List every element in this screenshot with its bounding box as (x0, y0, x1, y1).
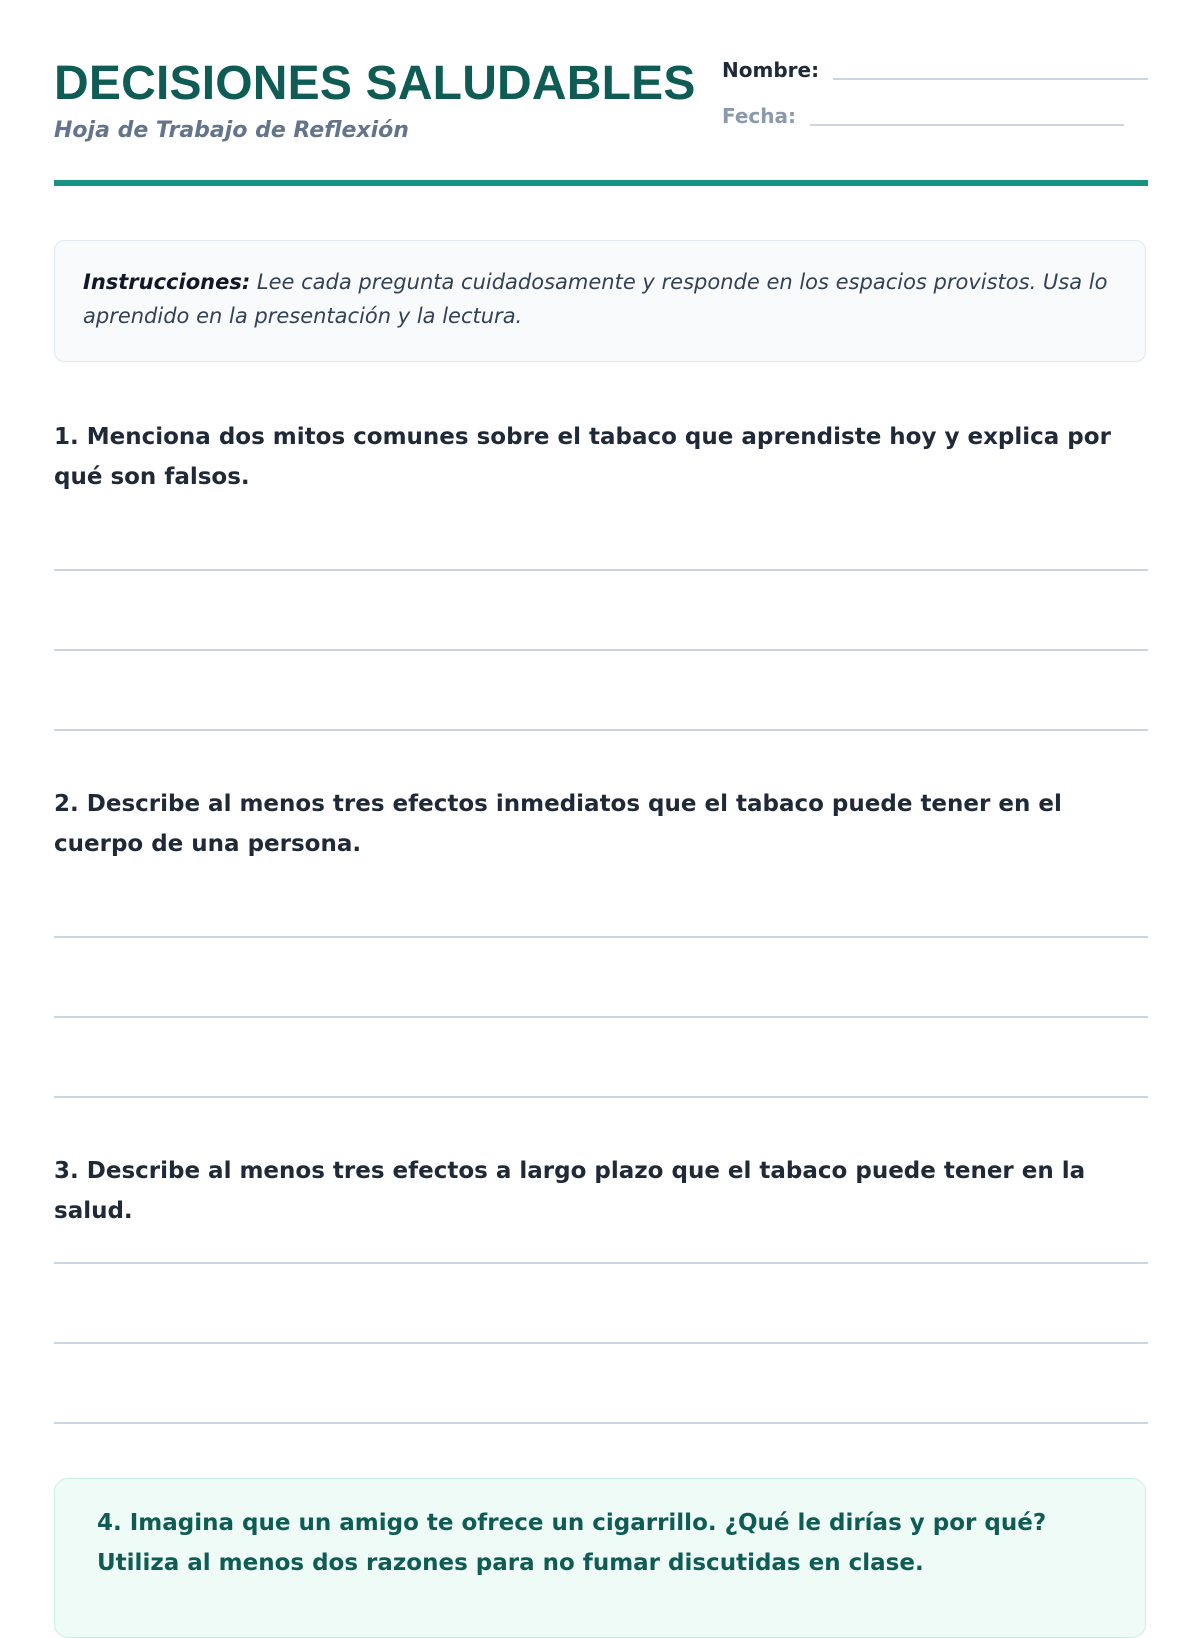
question-2: 2. Describe al menos tres efectos inmediatos que el tabaco puede tener en el cuerpo de una persona. (54, 791, 1062, 857)
date-field-row (722, 104, 1124, 128)
date-input-line[interactable] (810, 124, 1124, 126)
instructions-box (54, 240, 1146, 362)
question-3: 3. Describe al menos tres efectos a largo plazo que el tabaco puede tener en la salud. (54, 1158, 1086, 1224)
page-subtitle: Hoja de Trabajo de Reflexión (54, 118, 409, 143)
page-title: DECISIONES SALUDABLES (54, 57, 696, 110)
answer-line[interactable] (54, 936, 1148, 938)
name-input-line[interactable] (833, 78, 1148, 80)
instructions-lead: Instrucciones: (83, 270, 251, 294)
answer-line[interactable] (54, 649, 1148, 651)
date-label: Fecha: (722, 104, 797, 128)
answer-line[interactable] (54, 1262, 1148, 1264)
answer-line[interactable] (54, 729, 1148, 731)
answer-line[interactable] (54, 569, 1148, 571)
name-label: Nombre: (722, 58, 820, 82)
instructions-text: Lee cada pregunta cuidadosamente y responde en los espacios provistos. Usa lo aprendido en la presentación y la lectura. (83, 270, 1108, 328)
answer-line[interactable] (54, 1016, 1148, 1018)
question-1: 1. Menciona dos mitos comunes sobre el tabaco que aprendiste hoy y explica por qué son falsos. (54, 424, 1111, 490)
answer-line[interactable] (54, 1342, 1148, 1344)
highlighted-question-box (54, 1478, 1146, 1638)
header-divider (54, 180, 1148, 186)
question-4: 4. Imagina que un amigo te ofrece un cigarrillo. ¿Qué le dirías y por qué? Utiliza al menos dos razones para no fumar discutidas en clase. (97, 1510, 1047, 1576)
name-field-row (722, 58, 1148, 82)
answer-line[interactable] (54, 1096, 1148, 1098)
worksheet-header (54, 52, 1148, 186)
answer-line[interactable] (54, 1422, 1148, 1424)
